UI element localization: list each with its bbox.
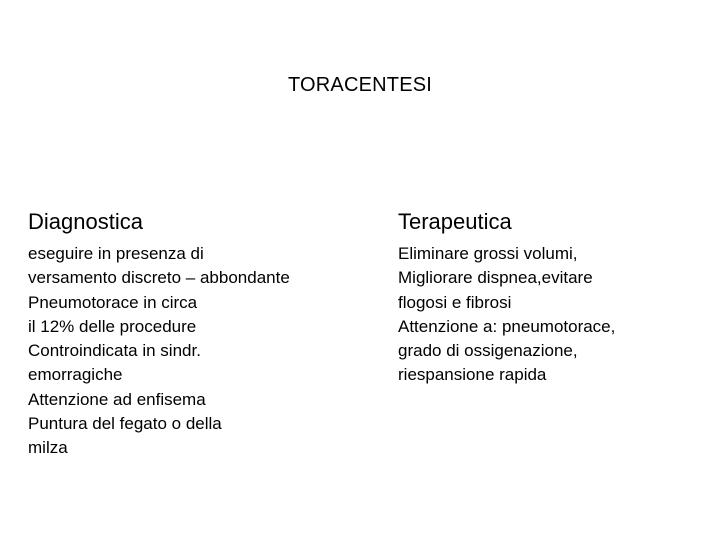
terapeutica-column xyxy=(398,208,698,388)
diagnostica-column xyxy=(28,208,358,461)
slide-title: TORACENTESI xyxy=(287,74,433,96)
diagnostica-line: il 12% delle procedure xyxy=(28,316,197,336)
diagnostica-line: emorragiche xyxy=(28,365,123,385)
diagnostica-line: Attenzione ad enfisema xyxy=(28,389,206,409)
terapeutica-line: riespansione rapida xyxy=(398,365,547,385)
diagnostica-line: eseguire in presenza di xyxy=(28,244,204,263)
diagnostica-line: versamento discreto – abbondante xyxy=(28,268,290,288)
diagnostica-line: milza xyxy=(28,438,68,458)
diagnostica-line: Controindicata in sindr. xyxy=(28,341,201,361)
terapeutica-line: Eliminare grossi volumi, xyxy=(398,244,578,263)
terapeutica-text xyxy=(398,242,698,388)
diagnostica-heading: Diagnostica xyxy=(28,209,143,234)
terapeutica-heading: Terapeutica xyxy=(398,209,512,234)
terapeutica-line: grado di ossigenazione, xyxy=(398,341,578,361)
diagnostica-line: Puntura del fegato o della xyxy=(28,414,222,434)
terapeutica-line: Migliorare dispnea,evitare xyxy=(398,268,593,288)
diagnostica-line: Pneumotorace in circa xyxy=(28,292,198,312)
terapeutica-line: Attenzione a: pneumotorace, xyxy=(398,316,616,336)
terapeutica-line: flogosi e fibrosi xyxy=(398,292,512,312)
diagnostica-text xyxy=(28,242,358,461)
